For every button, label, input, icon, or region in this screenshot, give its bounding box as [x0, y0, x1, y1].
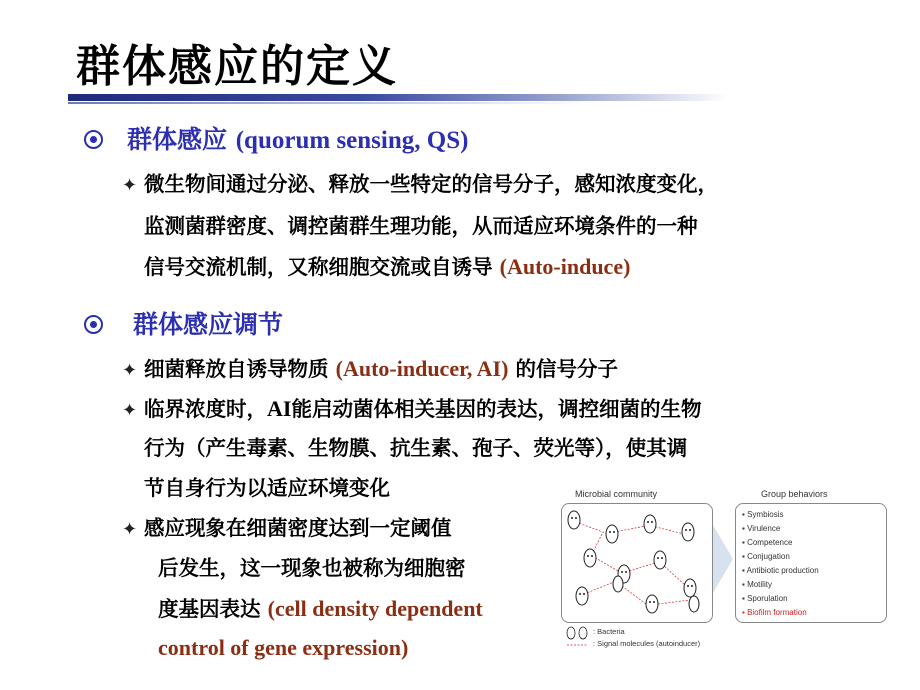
behavior-item-highlight: ▪ Biofilm formation: [742, 608, 807, 617]
s2-bullet-3: ✦ 感应现象在细菌密度达到一定阈值: [122, 516, 452, 540]
star-bullet-icon: ✦: [122, 360, 138, 381]
slide-title: 群体感应的定义: [76, 41, 398, 92]
legend-bacteria: : Bacteria: [593, 627, 625, 636]
behavior-item: ▪ Sporulation: [742, 594, 788, 603]
auto-induce-term: (Auto-induce): [499, 254, 631, 279]
s2-bullet-2-line-3: 节自身行为以适应环境变化: [144, 476, 390, 500]
s2-bullet-2-line-2: 行为（产生毒素、生物膜、抗生素、孢子、荧光等），使其调: [144, 436, 688, 460]
heading-en: (quorum sensing, QS): [235, 127, 469, 154]
fig-right-title: Group behaviors: [761, 489, 828, 499]
s2-bullet-3-line-2: 后发生，这一现象也被称为细胞密: [158, 556, 466, 580]
behavior-item: ▪ Symbiosis: [742, 510, 784, 519]
legend-signal: : Signal molecules (autoinducer): [593, 639, 701, 648]
title-underline: [68, 94, 728, 101]
heading-cn: 群体感应: [127, 125, 228, 154]
s2-bullet-1: ✦ 细菌释放自诱导物质 (Auto-inducer, AI) 的信号分子: [122, 356, 619, 381]
s2-bullet-3-line-4: control of gene expression): [158, 635, 409, 660]
bacteria-network-illustration: [562, 504, 712, 622]
section-heading-qs-regulation: 群体感应调节: [84, 305, 283, 341]
star-bullet-icon: ✦: [122, 175, 138, 196]
s1-line-3: 信号交流机制，又称细胞交流或自诱导 (Auto-induce): [144, 254, 631, 279]
title-underline-thin: [68, 102, 588, 104]
fig-left-title: Microbial community: [575, 489, 658, 499]
quorum-sensing-figure: [553, 485, 918, 655]
s2-bullet-2: ✦ 临界浓度时，AI能启动菌体相关基因的表达，调控细菌的生物: [122, 396, 702, 421]
s1-line-1: ✦ 微生物间通过分泌、释放一些特定的信号分子，感知浓度变化，: [122, 172, 718, 196]
circle-bullet-icon: [84, 315, 103, 334]
behavior-item: ▪ Competence: [742, 538, 793, 547]
group-behaviors-box: [735, 503, 887, 623]
s1-line-2: 监测菌群密度、调控菌群生理功能，从而适应环境条件的一种: [144, 214, 698, 238]
star-bullet-icon: ✦: [122, 519, 138, 540]
behavior-item: ▪ Motility: [742, 580, 772, 589]
behavior-item: ▪ Virulence: [742, 524, 781, 533]
s2-bullet-3-line-3: 度基因表达 (cell density dependent: [158, 596, 483, 621]
arrow-right-icon: [713, 525, 733, 593]
behavior-item: ▪ Conjugation: [742, 552, 790, 561]
circle-bullet-icon: [84, 130, 103, 149]
section-heading-quorum-sensing: [84, 120, 468, 156]
bacteria-legend-icon: [565, 625, 591, 651]
microbial-community-box: [561, 503, 713, 623]
behavior-item: ▪ Antibiotic production: [742, 566, 819, 575]
star-bullet-icon: ✦: [122, 400, 138, 421]
